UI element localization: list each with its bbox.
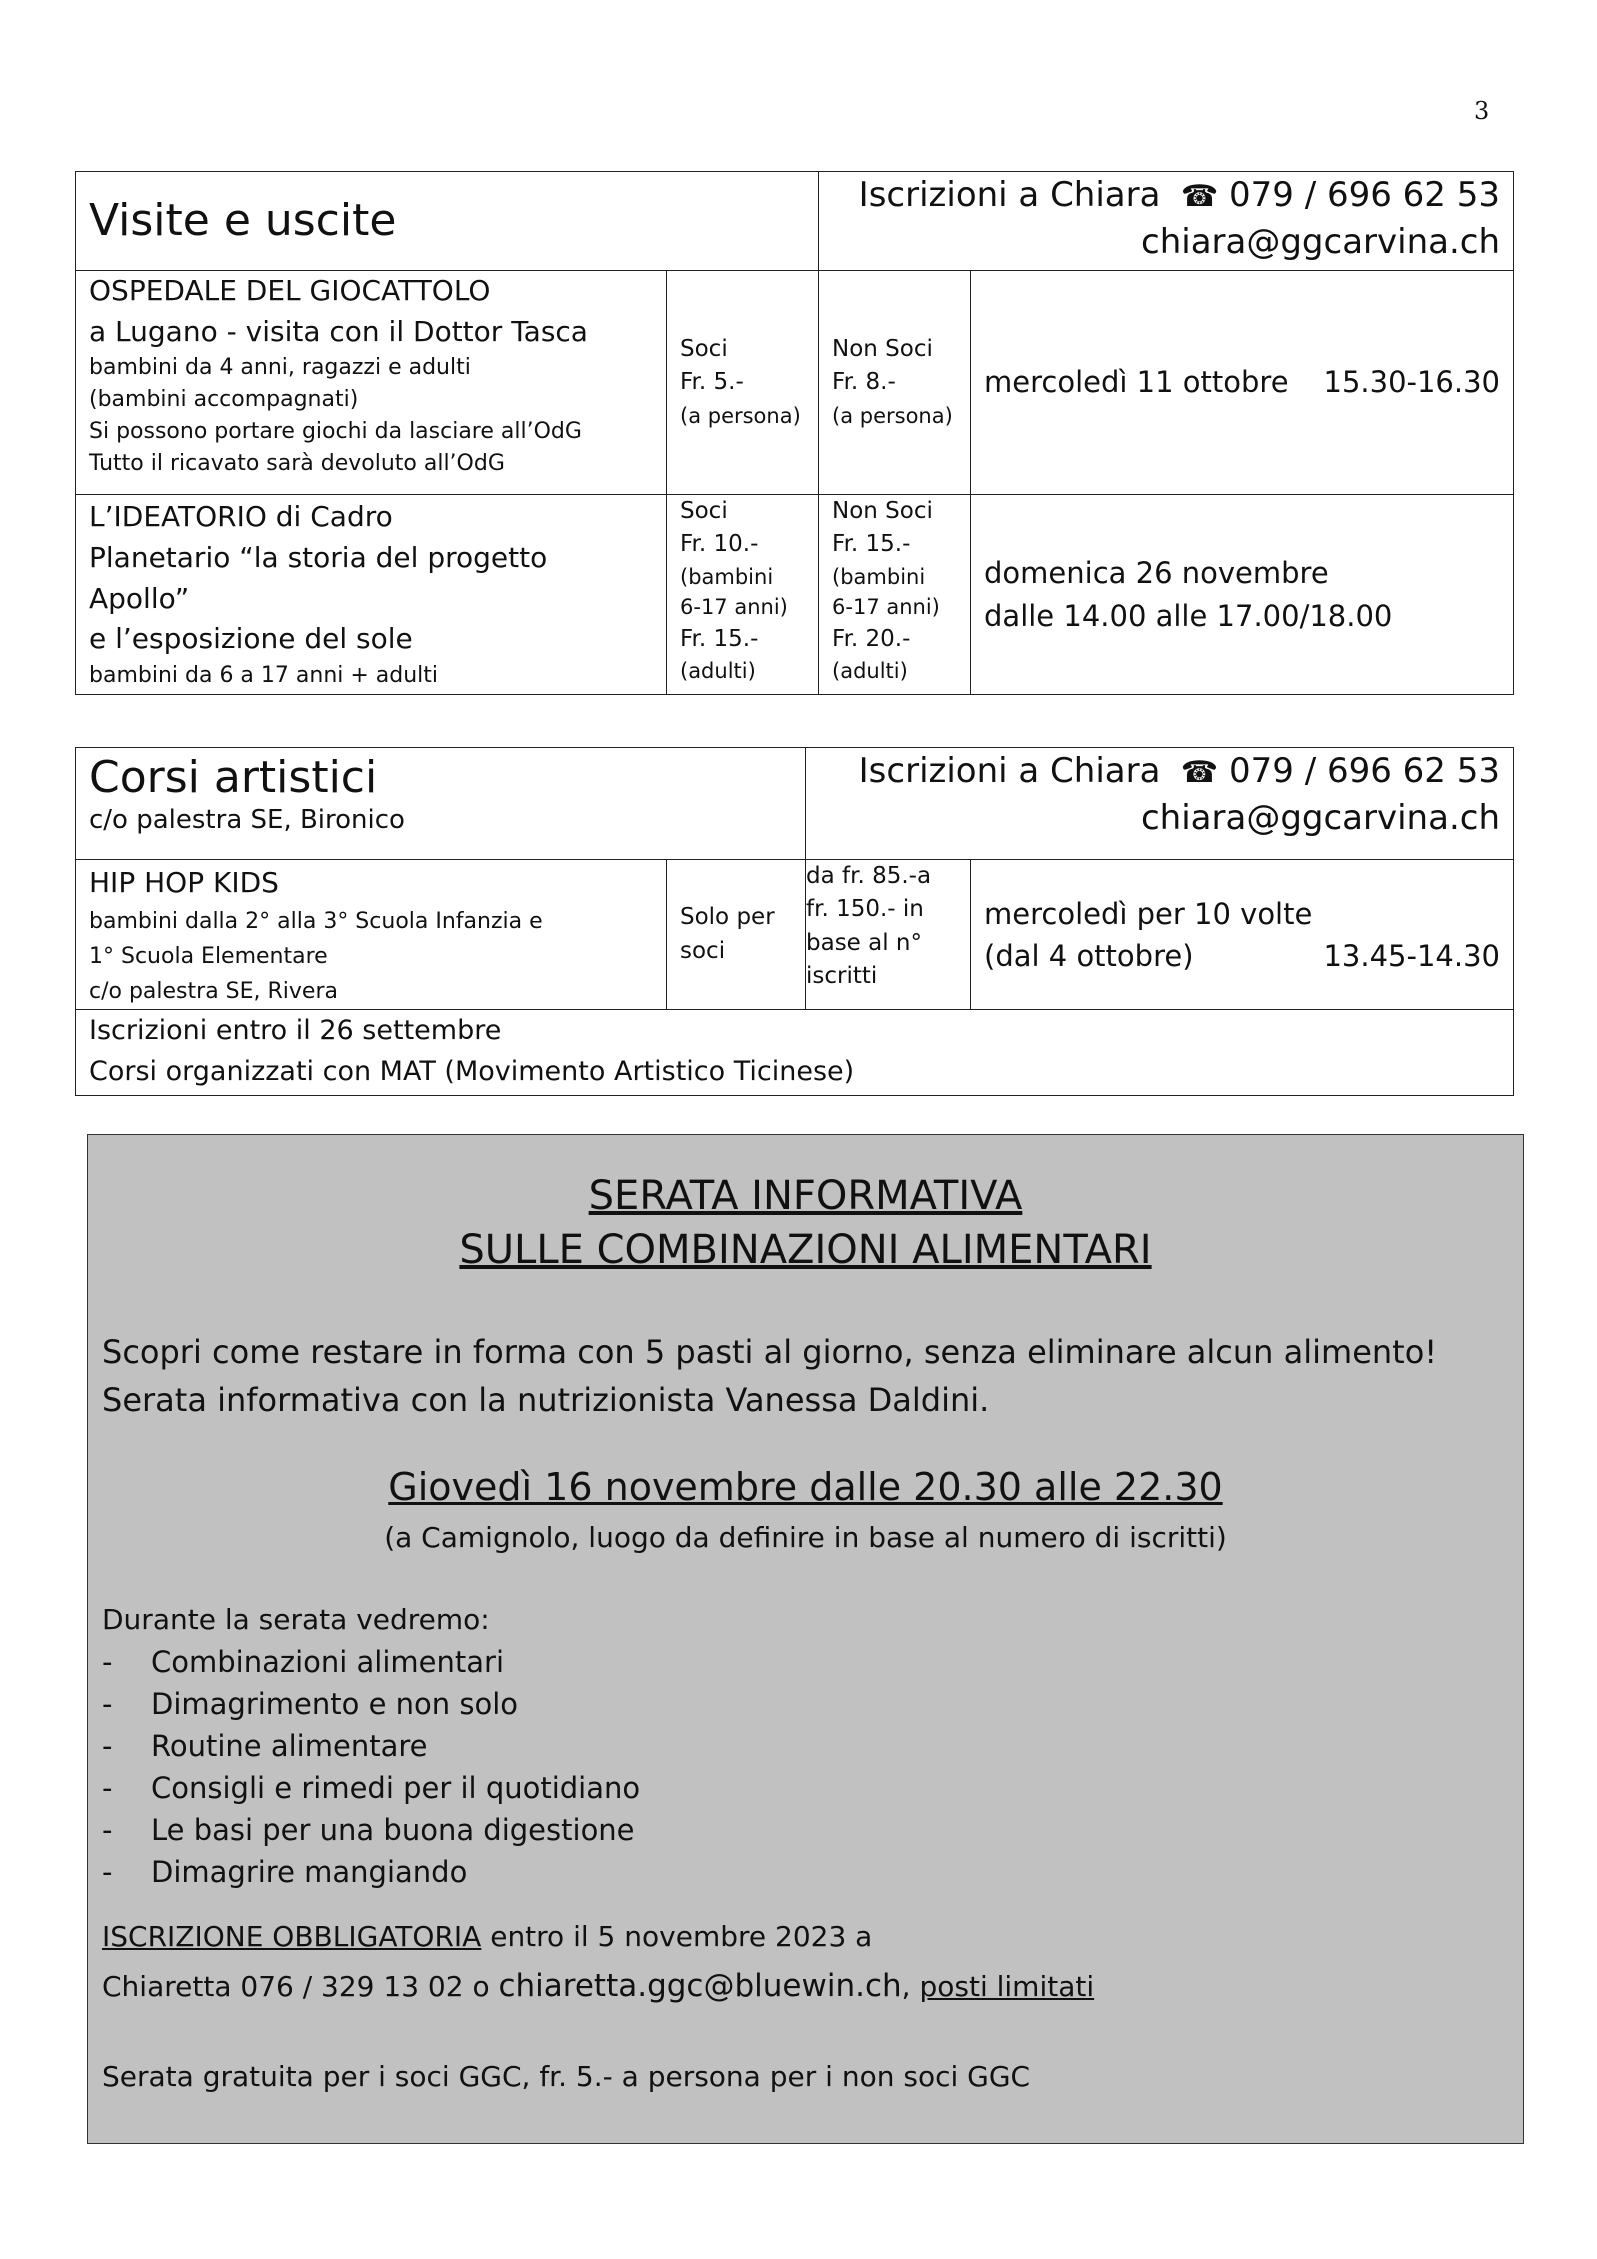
list-item: - Consigli e rimedi per il quotidiano xyxy=(102,1771,641,1805)
visite-table xyxy=(75,171,1514,695)
list-item: - Le basi per una buona digestione xyxy=(102,1813,635,1847)
corsi-phone: 079 / 696 62 53 xyxy=(1228,751,1500,791)
serata-date: Giovedì 16 novembre dalle 20.30 alle 22.30 xyxy=(388,1465,1223,1509)
event-date: domenica 26 novembre xyxy=(984,556,1329,591)
serata-footer: Serata gratuita per i soci GGC, fr. 5.- a persona per i non soci GGC xyxy=(102,2060,1031,2093)
corsi-deadline: Iscrizioni entro il 26 settembre xyxy=(89,1015,502,1047)
serata-intro-1: Scopri come restare in forma con 5 pasti al giorno, senza eliminare alcun alimento! xyxy=(102,1333,1438,1371)
corsi-contact-label: Iscrizioni a Chiara xyxy=(858,751,1161,791)
page-number: 3 xyxy=(1474,97,1490,125)
event-date: mercoledì per 10 volte xyxy=(984,896,1313,931)
visite-phone: 079 / 696 62 53 xyxy=(1229,175,1501,215)
corsi-organizer: Corsi organizzati con MAT (Movimento Artistico Ticinese) xyxy=(89,1056,855,1088)
corsi-table xyxy=(75,747,1514,1096)
visite-email: chiara@ggcarvina.ch xyxy=(1141,221,1501,262)
corsi-title: Corsi artistici xyxy=(89,752,378,803)
visite-contact-label: Iscrizioni a Chiara xyxy=(858,175,1161,215)
contact-email: chiaretta.ggc@bluewin.ch xyxy=(498,1968,902,2004)
corsi-subtitle: c/o palestra SE, Bironico xyxy=(89,804,405,835)
iscrizione-line: ISCRIZIONE OBBLIGATORIA entro il 5 novembre 2023 a xyxy=(102,1920,873,1953)
topics-intro: Durante la serata vedremo: xyxy=(102,1603,490,1636)
serata-title-2: SULLE COMBINAZIONI ALIMENTARI xyxy=(459,1227,1152,1273)
posti-limitati: posti limitati xyxy=(919,1970,1095,2003)
event-time: dalle 14.00 alle 17.00/18.00 xyxy=(984,598,1393,633)
iscrizione-label: ISCRIZIONE OBBLIGATORIA xyxy=(102,1920,482,1953)
table-row: OSPEDALE DEL GIOCATTOLO a Lugano - visita con il Dottor Tasca bambini da 4 anni, ragazzi e adulti (bambini accompagnati) Si possono portare giochi da lasciare all’OdG Tutto il ricavato sarà devoluto all’OdG Soci Fr. 5.- (a persona) Non Soci Fr. 8.- (a persona) mercoledì 11 ottobre 15.30-16.30 xyxy=(76,271,1514,495)
row-title: L’IDEATORIO di Cadro xyxy=(89,500,393,534)
list-item: - Dimagrire mangiando xyxy=(102,1855,468,1889)
list-item: - Combinazioni alimentari xyxy=(102,1645,505,1679)
row-title: OSPEDALE DEL GIOCATTOLO xyxy=(89,274,491,307)
phone-icon: ☎ xyxy=(1171,755,1219,790)
contact-line: Chiaretta 076 / 329 13 02 o chiaretta.ggc@bluewin.ch, posti limitati xyxy=(102,1968,1095,2004)
serata-topics xyxy=(102,1599,640,1893)
serata-title-1: SERATA INFORMATIVA xyxy=(588,1173,1023,1219)
serata-location: (a Camignolo, luogo da definire in base al numero di iscritti) xyxy=(384,1521,1227,1554)
row-title: HIP HOP KIDS xyxy=(89,866,279,899)
event-time: 13.45-14.30 xyxy=(1323,938,1500,973)
event-date: mercoledì 11 ottobre xyxy=(984,365,1289,400)
serata-box xyxy=(87,1134,1524,2144)
serata-intro-2: Serata informativa con la nutrizionista Vanessa Daldini. xyxy=(102,1381,990,1419)
list-item: - Routine alimentare xyxy=(102,1729,428,1763)
event-time: 15.30-16.30 xyxy=(1323,365,1501,400)
table-row: L’IDEATORIO di Cadro Planetario “la storia del progetto Apollo” e l’esposizione del sole bambini da 6 a 17 anni + adulti Soci Fr. 10.- (bambini 6-17 anni) Fr. 15.- (adulti) Non Soci Fr. 15.- (bambini 6-17 anni) Fr. 20.- (adulti) domenica 26 novembre dalle 14.00 alle 17.00/18.00 xyxy=(76,495,1514,695)
table-row: HIP HOP KIDS bambini dalla 2° alla 3° Scuola Infanzia e 1° Scuola Elementare c/o palestra SE, Rivera Solo per soci da fr. 85.-a fr. 150.- in base al n° iscritti mercoledì per 10 volte (dal 4 ottobre) 13.45-14.30 xyxy=(76,860,1514,1010)
list-item: - Dimagrimento e non solo xyxy=(102,1687,519,1721)
row-subtitle: a Lugano - visita con il Dottor Tasca xyxy=(89,314,588,348)
corsi-email: chiara@ggcarvina.ch xyxy=(1140,797,1500,838)
phone-icon: ☎ xyxy=(1171,179,1219,214)
visite-title: Visite e uscite xyxy=(89,194,397,246)
